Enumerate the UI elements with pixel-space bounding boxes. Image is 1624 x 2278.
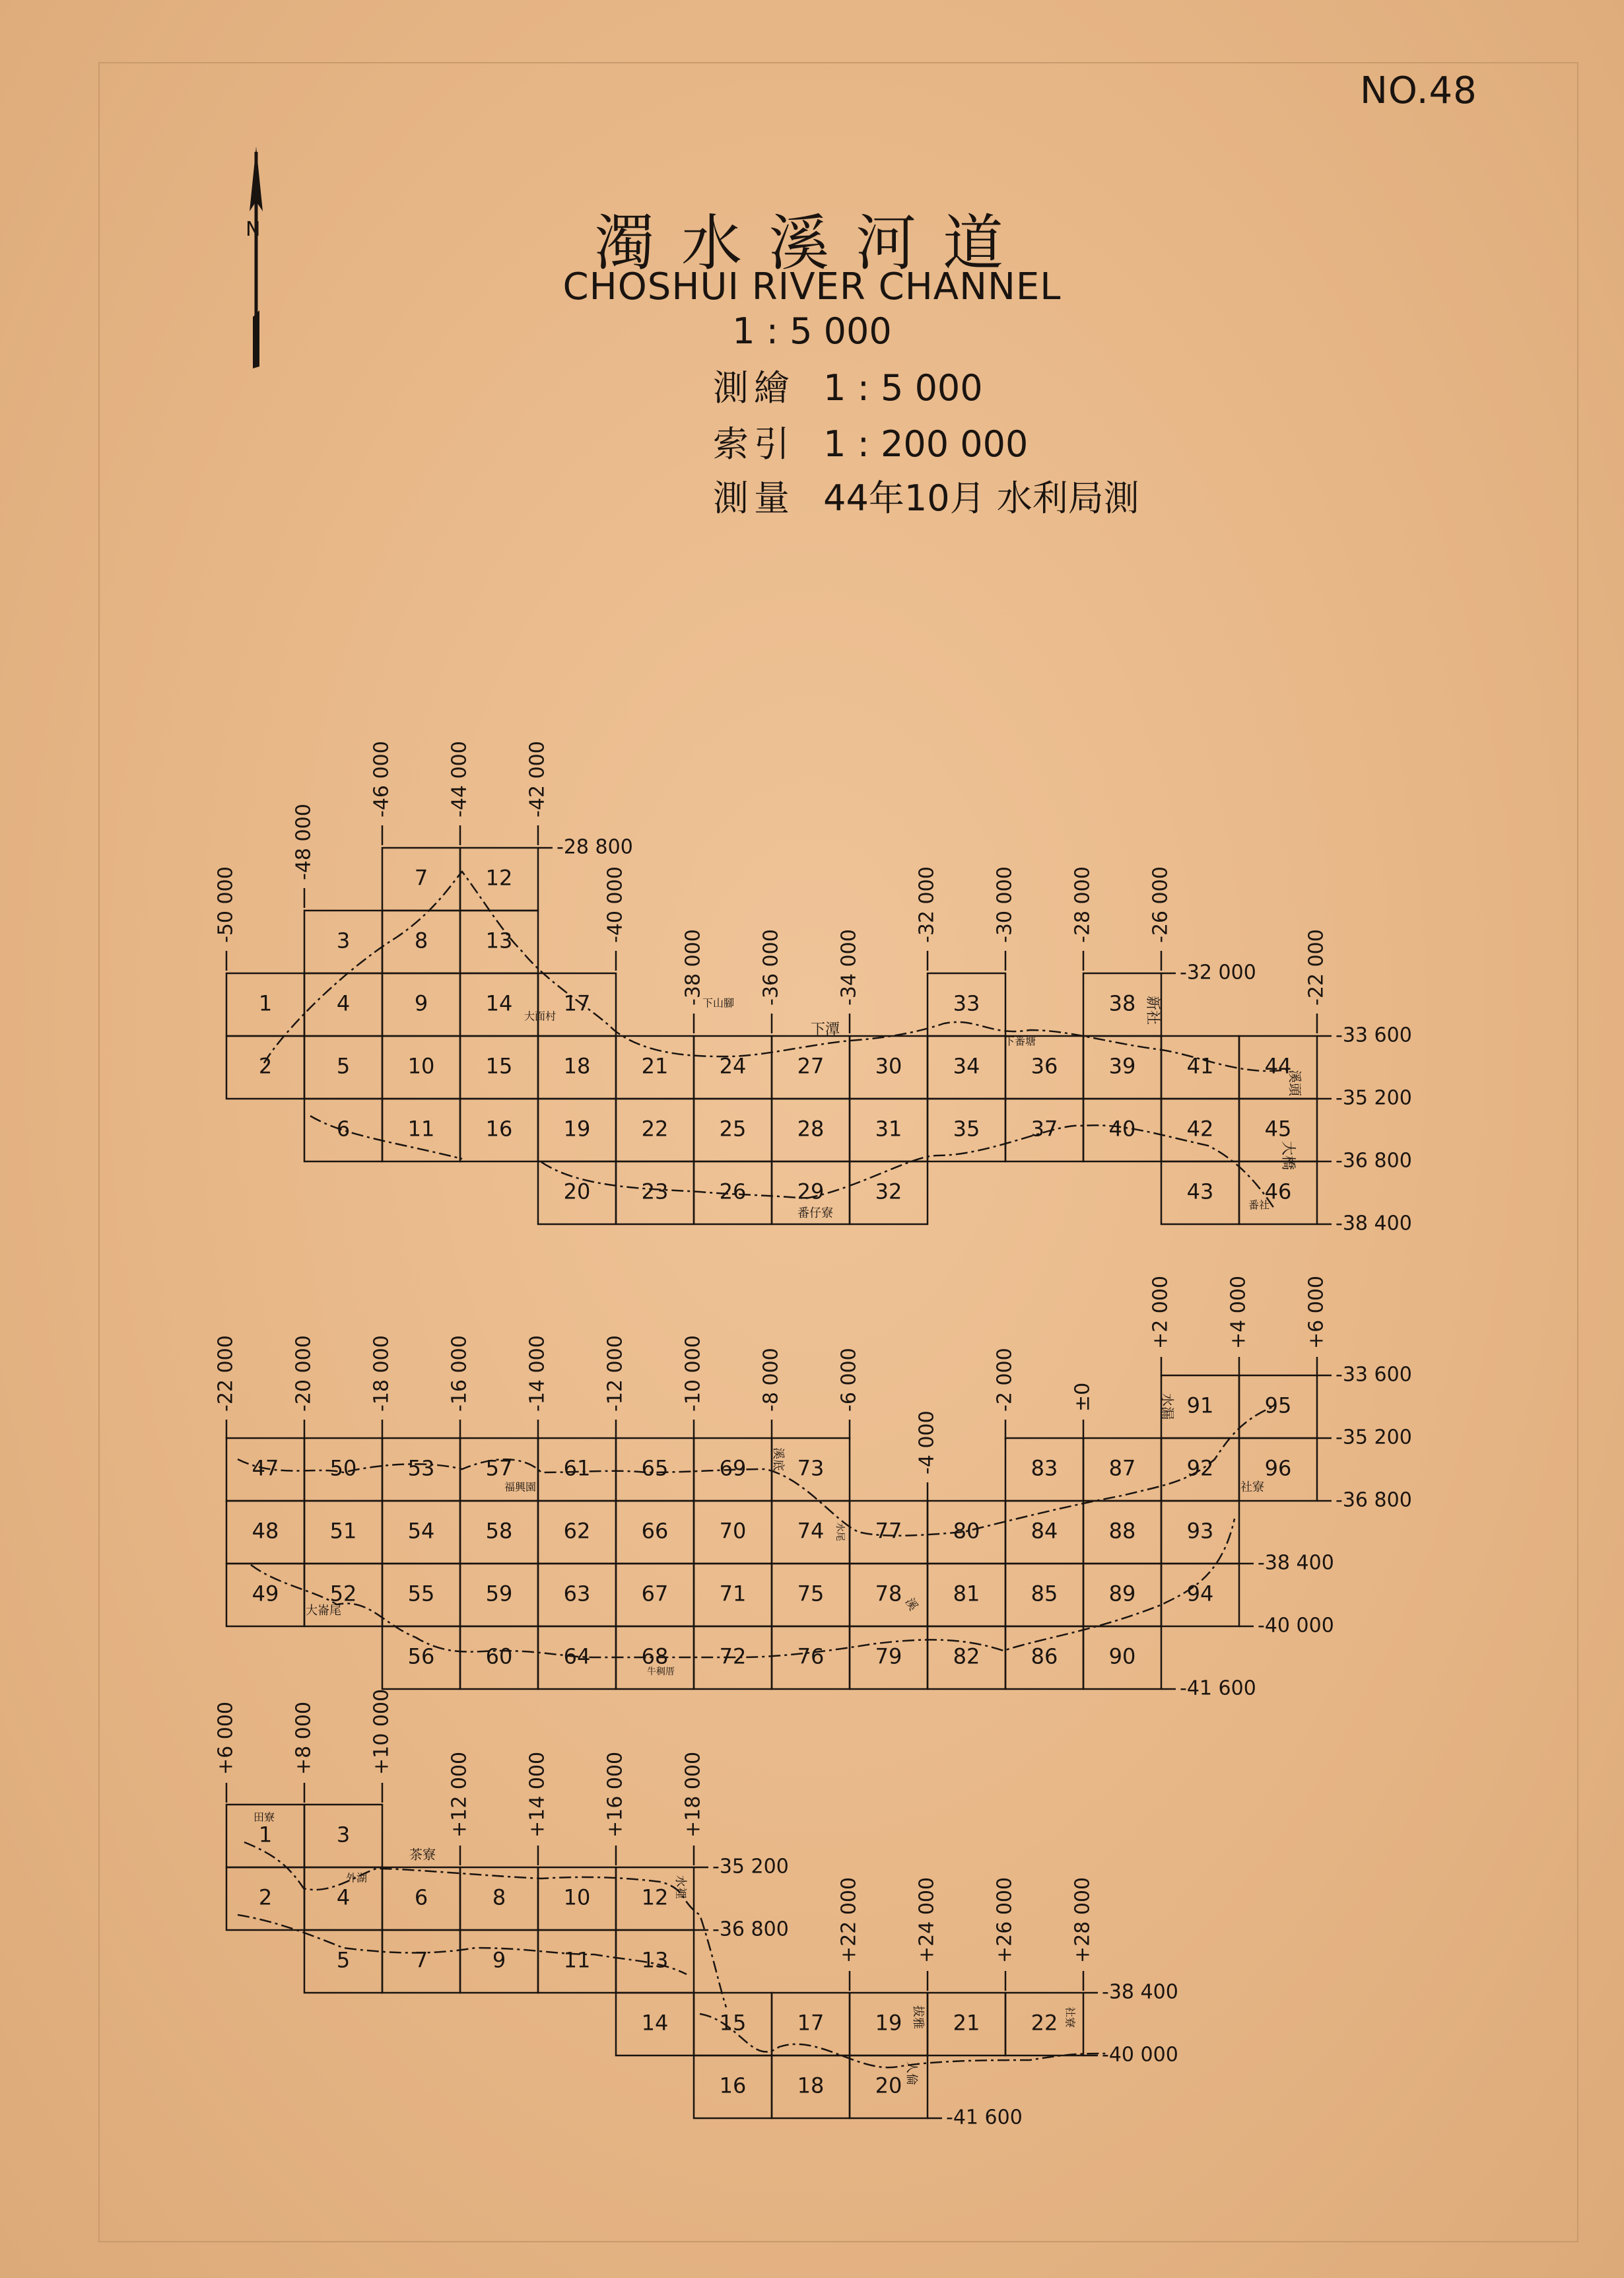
sheet-number-label: 33 xyxy=(953,990,980,1016)
place-name-label: 溪底 xyxy=(771,1447,785,1471)
sheet-number-label: 21 xyxy=(641,1053,669,1079)
sheet-number-label: 20 xyxy=(563,1179,591,1204)
info-row-survey-date xyxy=(713,470,1139,521)
sheet-number-label: 81 xyxy=(953,1581,980,1606)
y-coordinate-label: -35 200 xyxy=(1336,1426,1412,1449)
sheet-number-label: 80 xyxy=(953,1518,980,1544)
sheet-number: NO.48 xyxy=(1360,69,1477,112)
x-coordinate-label: +6 000 xyxy=(1304,1275,1328,1349)
x-coordinate-label: +4 000 xyxy=(1227,1275,1250,1349)
x-coordinate-label: -22 000 xyxy=(1304,929,1328,1006)
x-coordinate-label: -34 000 xyxy=(837,929,861,1006)
y-coordinate-label: -33 600 xyxy=(1336,1023,1412,1047)
x-coordinate-label: +16 000 xyxy=(603,1751,627,1838)
x-coordinate-label: +28 000 xyxy=(1071,1877,1095,1963)
sheet-number-label: 17 xyxy=(797,2010,825,2036)
sheet-number-label: 58 xyxy=(485,1518,513,1544)
place-name-label: 大橋 xyxy=(1279,1140,1296,1171)
sheet-number-label: 78 xyxy=(875,1581,902,1606)
x-coordinate-label: +2 000 xyxy=(1149,1275,1172,1349)
x-coordinate-label: -26 000 xyxy=(1149,866,1172,943)
y-coordinate-label: -38 400 xyxy=(1336,1212,1412,1235)
x-coordinate-label: -28 000 xyxy=(1071,866,1095,943)
sheet-number-label: 11 xyxy=(407,1116,435,1142)
sheet-number-label: 8 xyxy=(414,928,428,953)
info-value: 44年10月 水利局測 xyxy=(823,477,1139,519)
sheet-number-label: 68 xyxy=(641,1643,669,1669)
sheet-number-label: 95 xyxy=(1264,1393,1292,1418)
sheet-number-label: 19 xyxy=(875,2010,902,2036)
x-coordinate-label: -50 000 xyxy=(214,866,238,943)
x-coordinate-label: -22 000 xyxy=(214,1335,238,1412)
sheet-number-label: 16 xyxy=(719,2073,747,2098)
sheet-number-label: 4 xyxy=(336,1884,351,1910)
main-scale: 1 : 5 000 xyxy=(732,310,892,352)
north-label: N xyxy=(246,218,261,241)
sheet-number-label: 48 xyxy=(252,1518,279,1544)
x-coordinate-label: -46 000 xyxy=(370,741,393,817)
sheet-number-label: 12 xyxy=(485,865,513,891)
info-value: 1 : 200 000 xyxy=(823,423,1029,465)
sheet-number-label: 3 xyxy=(336,928,351,953)
sheet-number-label: 5 xyxy=(336,1947,351,1973)
sheet-number-label: 21 xyxy=(953,2010,980,2036)
sheet-number-label: 89 xyxy=(1108,1581,1136,1606)
sheet-number-label: 57 xyxy=(485,1455,513,1481)
sheet-number-label: 72 xyxy=(719,1643,747,1669)
sheet-number-label: 60 xyxy=(485,1643,513,1669)
sheet-number-label: 64 xyxy=(563,1643,591,1669)
place-name-label: 福興園 xyxy=(504,1480,537,1494)
sheet-number-label: 14 xyxy=(641,2010,669,2036)
y-coordinate-label: -41 600 xyxy=(946,2106,1023,2129)
sheet-number-label: 13 xyxy=(641,1947,669,1973)
info-key: 測繪 xyxy=(713,367,795,409)
place-name-label: 溪 xyxy=(902,1595,921,1613)
sheet-number-label: 50 xyxy=(329,1455,357,1481)
sheet-number-label: 75 xyxy=(797,1581,825,1606)
sheet-number-label: 18 xyxy=(563,1053,591,1079)
sheet-number-label: 24 xyxy=(719,1053,747,1079)
place-name-label: 水漏 xyxy=(1159,1393,1176,1420)
sheet-number-label: 52 xyxy=(329,1581,357,1606)
sheet-number-label: 35 xyxy=(953,1116,980,1142)
x-coordinate-label: -42 000 xyxy=(525,741,549,817)
y-coordinate-label: -38 400 xyxy=(1258,1551,1334,1575)
sheet-number-label: 9 xyxy=(492,1947,506,1973)
x-coordinate-label: -14 000 xyxy=(525,1335,549,1412)
x-coordinate-label: +26 000 xyxy=(993,1877,1017,1963)
y-coordinate-label: -38 400 xyxy=(1102,1980,1178,2004)
place-name-label: 茶寮 xyxy=(409,1846,436,1863)
x-coordinate-label: -36 000 xyxy=(759,929,783,1006)
sheet-number-label: 31 xyxy=(875,1116,902,1142)
sheet-number-label: 91 xyxy=(1186,1393,1214,1418)
sheet-number-label: 20 xyxy=(875,2073,902,2098)
sheet-number-label: 18 xyxy=(797,2073,825,2098)
sheet-number-label: 93 xyxy=(1186,1518,1214,1544)
x-coordinate-label: +6 000 xyxy=(214,1701,238,1775)
place-name-label: 溪頭 xyxy=(1287,1070,1303,1096)
sheet-number-label: 36 xyxy=(1031,1053,1058,1079)
sheet-number-label: 16 xyxy=(485,1116,513,1142)
sheet-number-label: 11 xyxy=(563,1947,591,1973)
place-name-label: 番仔寮 xyxy=(797,1206,833,1220)
sheet-number-label: 94 xyxy=(1186,1581,1214,1606)
sheet-number-label: 67 xyxy=(641,1581,669,1606)
sheet-number-label: 15 xyxy=(485,1053,513,1079)
sheet-number-label: 29 xyxy=(797,1179,825,1204)
sheet-number-label: 53 xyxy=(407,1455,435,1481)
x-coordinate-label: -38 000 xyxy=(681,929,705,1006)
sheet-number-label: 28 xyxy=(797,1116,825,1142)
place-name-label: 水尾 xyxy=(834,1523,845,1541)
info-key: 測量 xyxy=(713,477,795,519)
place-name-label: 下番塘 xyxy=(1003,1035,1036,1048)
sheet-number-label: 13 xyxy=(485,928,513,953)
x-coordinate-label: -16 000 xyxy=(448,1335,471,1412)
place-name-label: 大崙尾 xyxy=(306,1604,341,1618)
place-name-label: 社寮 xyxy=(1064,2006,1077,2028)
sheet-number-label: 23 xyxy=(641,1179,669,1204)
sheet-number-label: 49 xyxy=(252,1581,279,1606)
place-name-label: 水裡 xyxy=(673,1875,687,1899)
place-name-label: 田寮 xyxy=(253,1811,275,1824)
sheet-number-label: 65 xyxy=(641,1455,669,1481)
sheet-number-label: 22 xyxy=(1031,2010,1058,2036)
sheet-number-label: 39 xyxy=(1108,1053,1136,1079)
x-coordinate-label: +18 000 xyxy=(681,1751,705,1838)
sheet-number-label: 61 xyxy=(563,1455,591,1481)
sheet-number-label: 73 xyxy=(797,1455,825,1481)
sheet-number-label: 87 xyxy=(1108,1455,1136,1481)
y-coordinate-label: -32 000 xyxy=(1180,961,1256,984)
sheet-number-label: 55 xyxy=(407,1581,435,1606)
x-coordinate-label: +14 000 xyxy=(525,1751,549,1838)
index-grid-3 xyxy=(215,1689,1178,2129)
y-coordinate-label: -36 800 xyxy=(1336,1488,1412,1512)
sheet-number-label: 30 xyxy=(875,1053,902,1079)
x-coordinate-label: ±0 xyxy=(1071,1382,1095,1412)
y-coordinate-label: -35 200 xyxy=(712,1855,789,1879)
x-coordinate-label: -48 000 xyxy=(292,804,316,880)
sheet-number-label: 62 xyxy=(563,1518,591,1544)
y-coordinate-label: -41 600 xyxy=(1180,1676,1256,1700)
y-coordinate-label: -40 000 xyxy=(1102,2043,1178,2067)
sheet-number-label: 40 xyxy=(1108,1116,1136,1142)
sheet-number-label: 34 xyxy=(953,1053,980,1079)
y-coordinate-label: -35 200 xyxy=(1336,1086,1412,1110)
sheet-number-label: 77 xyxy=(875,1518,902,1544)
sheet-number-label: 15 xyxy=(719,2010,747,2036)
sheet-number-label: 47 xyxy=(252,1455,279,1481)
x-coordinate-label: -4 000 xyxy=(915,1410,939,1474)
sheet-number-label: 46 xyxy=(1264,1179,1292,1204)
sheet-number-label: 14 xyxy=(485,990,513,1016)
sheet-number-label: 85 xyxy=(1031,1581,1058,1606)
place-name-label: 大面村 xyxy=(524,1010,557,1023)
sheet-number-label: 7 xyxy=(414,1947,428,1973)
sheet-number-label: 27 xyxy=(797,1053,825,1079)
sheet-number-label: 6 xyxy=(414,1884,428,1910)
x-coordinate-label: -20 000 xyxy=(292,1335,316,1412)
sheet-number-label: 1 xyxy=(258,990,273,1016)
x-coordinate-label: -2 000 xyxy=(993,1348,1017,1412)
sheet-number-label: 42 xyxy=(1186,1116,1214,1142)
sheet-number-label: 19 xyxy=(563,1116,591,1142)
title-chinese: 濁水溪河道 xyxy=(593,208,1030,279)
info-key: 索引 xyxy=(713,423,795,465)
x-coordinate-label: -10 000 xyxy=(681,1335,705,1412)
sheet-number-label: 2 xyxy=(258,1053,273,1079)
sheet-number-label: 37 xyxy=(1031,1116,1058,1142)
info-row-index-scale xyxy=(713,416,1028,467)
place-name-label: 社寮 xyxy=(1240,1480,1264,1494)
sheet-number-label: 86 xyxy=(1031,1643,1058,1669)
sheet-number-label: 38 xyxy=(1108,990,1136,1016)
x-coordinate-label: -44 000 xyxy=(448,741,471,817)
sheet-number-label: 9 xyxy=(414,990,428,1016)
sheet-number-label: 92 xyxy=(1186,1455,1214,1481)
sheet-number-label: 43 xyxy=(1186,1179,1214,1204)
place-name-label: 下潭 xyxy=(810,1021,840,1038)
sheet-number-label: 10 xyxy=(563,1884,591,1910)
x-coordinate-label: -8 000 xyxy=(759,1348,783,1412)
sheet-number-label: 3 xyxy=(336,1822,351,1847)
sheet-number-label: 84 xyxy=(1031,1518,1058,1544)
sheet-number-label: 74 xyxy=(797,1518,825,1544)
place-name-label: 下山腳 xyxy=(702,996,735,1010)
x-coordinate-label: -12 000 xyxy=(603,1335,627,1412)
sheet-number-label: 10 xyxy=(407,1053,435,1079)
sheet-number-label: 4 xyxy=(336,990,351,1016)
sheet-number-label: 83 xyxy=(1031,1455,1058,1481)
sheet-number-label: 88 xyxy=(1108,1518,1136,1544)
index-grid-2 xyxy=(215,1276,1412,1700)
sheet-number-label: 90 xyxy=(1108,1643,1136,1669)
x-coordinate-label: +12 000 xyxy=(448,1751,471,1838)
info-value: 1 : 5 000 xyxy=(823,367,983,409)
sheet-number-label: 71 xyxy=(719,1581,747,1606)
sheet-number-label: 44 xyxy=(1264,1053,1292,1079)
sheet-number-label: 22 xyxy=(641,1116,669,1142)
sheet-number-label: 82 xyxy=(953,1643,980,1669)
x-coordinate-label: -40 000 xyxy=(603,866,627,943)
sheet-number-label: 66 xyxy=(641,1518,669,1544)
sheet-number-label: 70 xyxy=(719,1518,747,1544)
place-name-label: 外湖 xyxy=(345,1871,368,1884)
sheet-number-label: 41 xyxy=(1186,1053,1214,1079)
river-course-line xyxy=(310,1116,462,1159)
y-coordinate-label: -28 800 xyxy=(557,835,633,859)
info-row-survey-scale xyxy=(713,360,983,411)
x-coordinate-label: +10 000 xyxy=(370,1688,393,1775)
x-coordinate-label: -32 000 xyxy=(915,866,939,943)
place-name-label: 人倫 xyxy=(904,2061,918,2085)
sheet-number-label: 56 xyxy=(407,1643,435,1669)
sheet-number-label: 26 xyxy=(719,1179,747,1204)
sheet-number-label: 96 xyxy=(1264,1455,1292,1481)
sheet-number-label: 54 xyxy=(407,1518,435,1544)
sheet-number-label: 69 xyxy=(719,1455,747,1481)
sheet-number-label: 5 xyxy=(336,1053,351,1079)
y-coordinate-label: -40 000 xyxy=(1258,1614,1334,1638)
sheet-number-label: 2 xyxy=(258,1884,273,1910)
sheet-number-label: 76 xyxy=(797,1643,825,1669)
x-coordinate-label: -18 000 xyxy=(370,1335,393,1412)
place-name-label: 牛稠厝 xyxy=(647,1667,675,1677)
x-coordinate-label: +22 000 xyxy=(837,1877,861,1963)
x-coordinate-label: -6 000 xyxy=(837,1348,861,1412)
sheet-number-label: 7 xyxy=(414,865,428,891)
x-coordinate-label: +8 000 xyxy=(292,1701,316,1775)
x-coordinate-label: +24 000 xyxy=(915,1877,939,1963)
x-coordinate-label: -30 000 xyxy=(993,866,1017,943)
sheet-number-label: 51 xyxy=(329,1518,357,1544)
sheet-number-label: 12 xyxy=(641,1884,669,1910)
sheet-number-label: 6 xyxy=(336,1116,351,1142)
sheet-number-label: 45 xyxy=(1264,1116,1292,1142)
place-name-label: 番社 xyxy=(1248,1198,1270,1212)
sheet-number-label: 59 xyxy=(485,1581,513,1606)
sheet-number-label: 17 xyxy=(563,990,591,1016)
place-name-label: 拔雅 xyxy=(911,2005,925,2029)
place-name-label: 新社 xyxy=(1144,995,1161,1025)
sheet-number-label: 8 xyxy=(492,1884,506,1910)
sheet-number-label: 32 xyxy=(875,1179,902,1204)
sheet-number-label: 25 xyxy=(719,1116,747,1142)
y-coordinate-label: -36 800 xyxy=(1336,1149,1412,1173)
sheet-number-label: 79 xyxy=(875,1643,902,1669)
sheet-number-label: 63 xyxy=(563,1581,591,1606)
sheet-number-label: 1 xyxy=(258,1822,273,1847)
river-course-lines xyxy=(238,872,1303,2085)
y-coordinate-label: -33 600 xyxy=(1336,1363,1412,1387)
y-coordinate-label: -36 800 xyxy=(712,1917,789,1941)
title-english: CHOSHUI RIVER CHANNEL xyxy=(562,265,1062,308)
